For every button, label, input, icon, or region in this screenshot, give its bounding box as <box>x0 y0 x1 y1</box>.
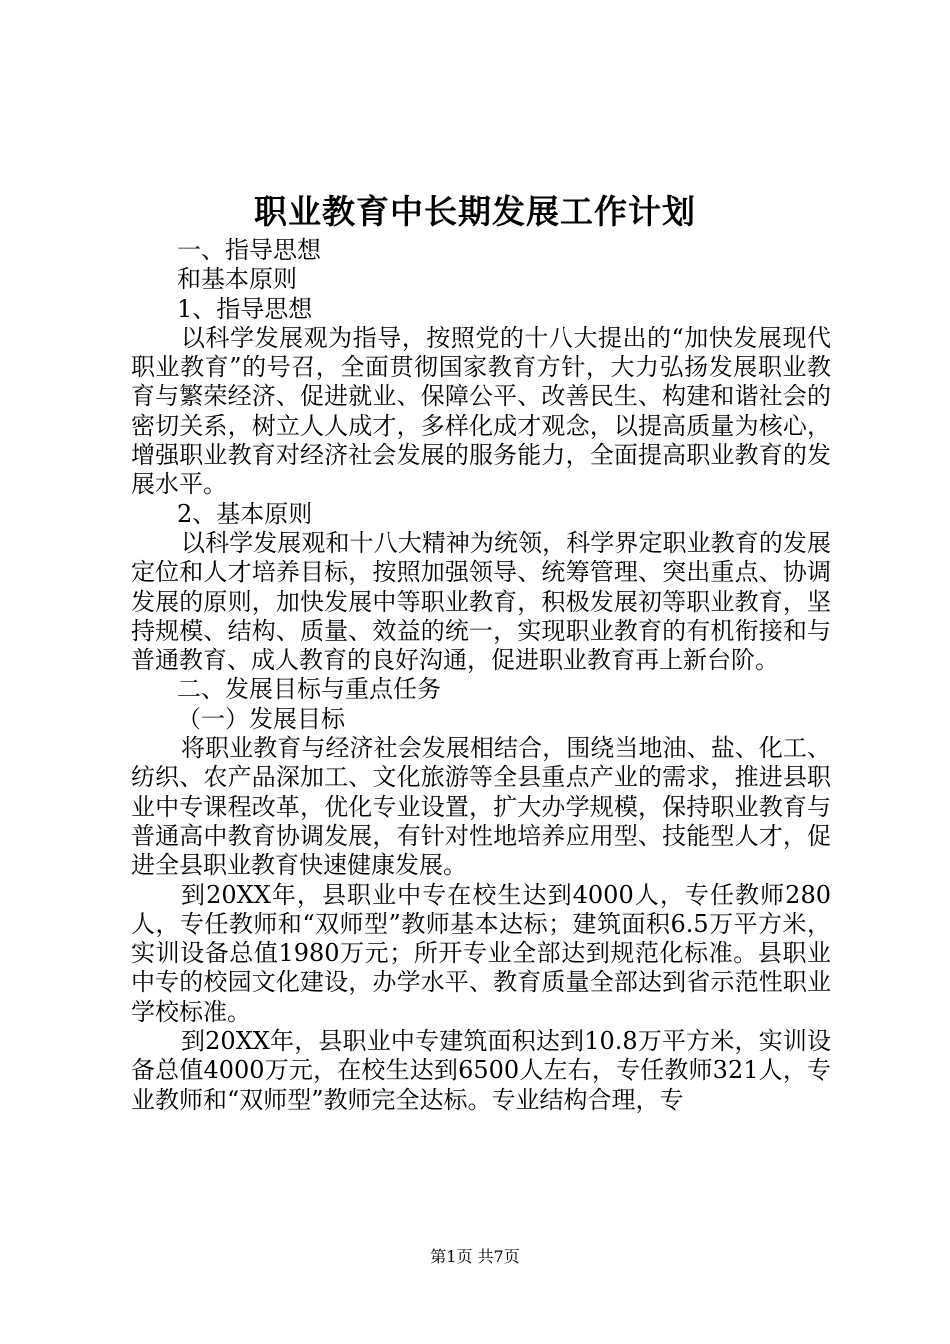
body-paragraph: 到20XX年，县职业中专建筑面积达到10.8万平方米，实训设备总值4000万元，在校生达到6500人左右，专任教师321人，专业教师和“双师型”教师完全达标。专业结构合理，专 <box>131 1027 831 1114</box>
subsection-heading: （一）发展目标 <box>177 704 345 733</box>
document-body <box>131 236 831 1115</box>
body-paragraph: 以科学发展观和十八大精神为统领，科学界定职业教育的发展定位和人才培养目标，按照加强领导、统筹管理、突出重点、协调发展的原则，加快发展中等职业教育，积极发展初等职业教育，坚持规模、结构、质量、效益的统一，实现职业教育的有机衔接和与普通教育、成人教育的良好沟通，促进职业教育再上新台阶。 <box>131 528 831 675</box>
body-paragraph: 以科学发展观为指导，按照党的十八大提出的“加快发展现代职业教育”的号召，全面贯彻国家教育方针，大力弘扬发展职业教育与繁荣经济、促进就业、保障公平、改善民生、构建和谐社会的密切关系，树立人人成才，多样化成才观念，以提高质量为核心，增强职业教育对经济社会发展的服务能力，全面提高职业教育的发展水平。 <box>131 323 831 499</box>
section-heading: 一、指导思想 <box>177 236 321 264</box>
subsection-heading: 2、基本原则 <box>177 499 313 528</box>
subsection-heading: 1、指导思想 <box>177 294 313 323</box>
section-heading-continuation: 和基本原则 <box>177 265 297 294</box>
body-paragraph: 将职业教育与经济社会发展相结合，围绕当地油、盐、化工、纺织、农产品深加工、文化旅游等全县重点产业的需求，推进县职业中专课程改革，优化专业设置，扩大办学规模，保持职业教育与普通高中教育协调发展，有针对性地培养应用型、技能型人才，促进全县职业教育快速健康发展。 <box>131 734 831 880</box>
section-heading: 二、发展目标与重点任务 <box>177 675 441 704</box>
body-paragraph: 到20XX年，县职业中专在校生达到4000人，专任教师280人，专任教师和“双师型”教师基本达标；建筑面积6.5万平方米，实训设备总值1980万元；所开专业全部达到规范化标准。县职业中专的校园文化建设，办学水平、教育质量全部达到省示范性职业学校标准。 <box>131 880 831 1026</box>
document-title: 职业教育中长期发展工作计划 <box>254 192 696 231</box>
page-indicator: 第1页 共7页 <box>430 1247 520 1266</box>
